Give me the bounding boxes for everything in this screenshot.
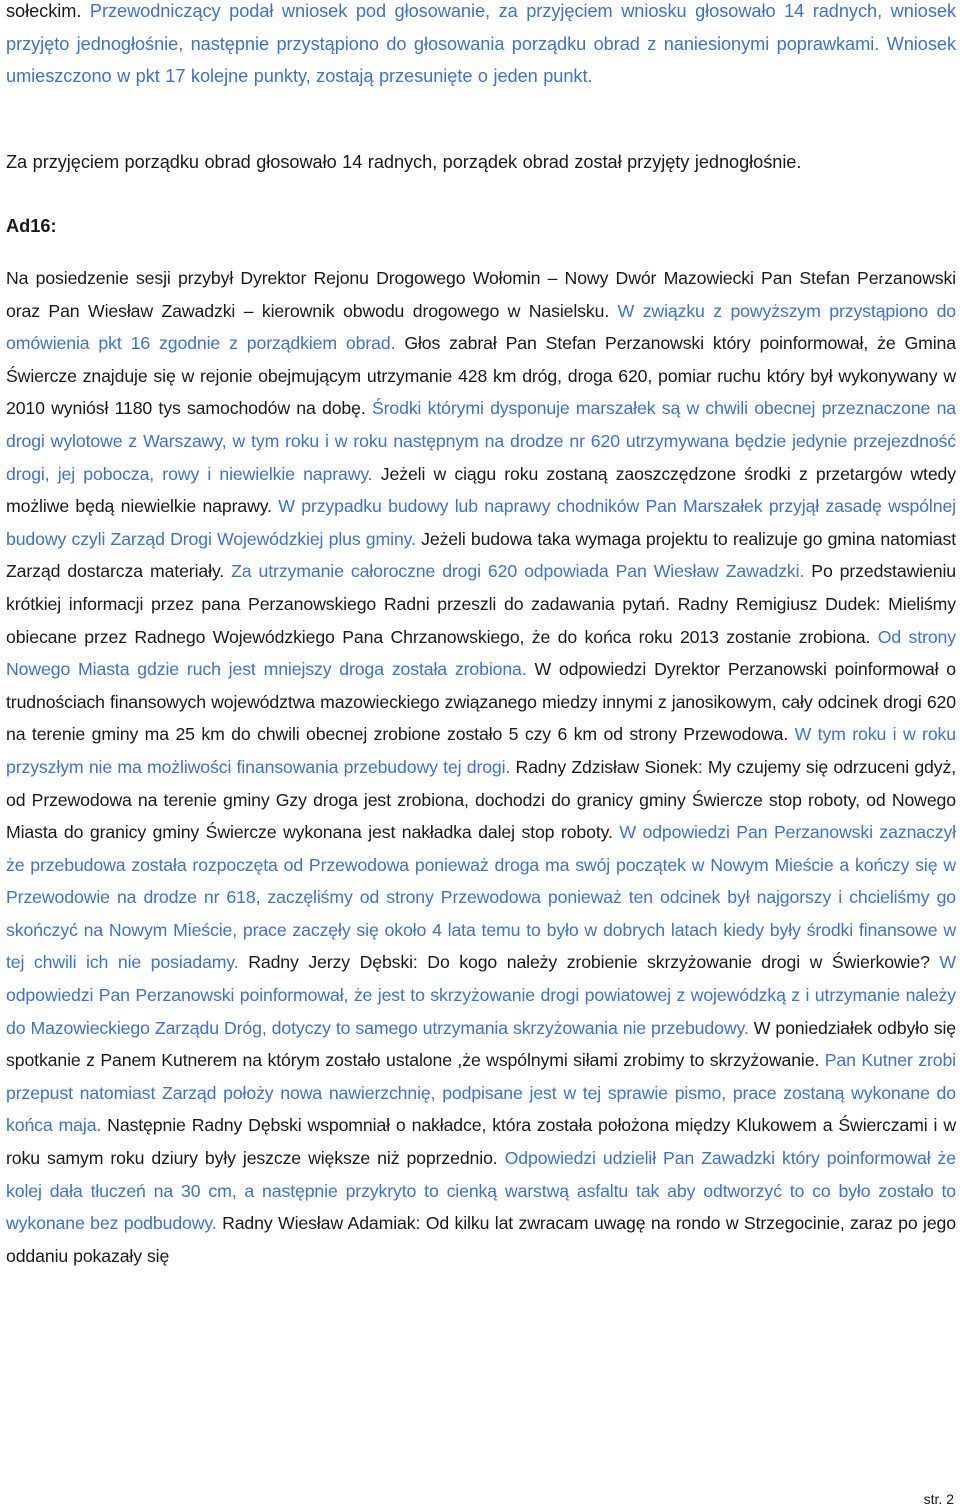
page-number: str. 2 xyxy=(923,1491,954,1507)
paragraph-lead-text: sołeckim. xyxy=(6,1,90,21)
sentence: Jeżeli budowa taka wymaga projektu to realizuje go gmina natomiast Zarząd dostarcza materiały. xyxy=(6,528,956,582)
sentence: W przypadku budowy lub naprawy chodników Pan Marszałek przyjął zasadę wspólnej budowy czyli Zarząd Drogi Wojewódzkiej plus gminy. xyxy=(6,496,956,549)
sentence: Środki którymi dysponuje marszałek są w chwili obecnej przeznaczone na drogi wylotowe z Warszawy, w tym roku i w roku następnym na drodze nr 620 utrzymywana będzie jedynie przejezdność drogi, jej pobocza, rowy i niewielkie naprawy. xyxy=(6,398,956,484)
section-heading-ad16: Ad16: xyxy=(6,216,57,236)
sentence: Radny Wiesław Adamiak: Od kilku lat zwracam uwagę na rondo w Strzegocinie, zaraz po jego oddaniu pokazały się xyxy=(6,1213,956,1266)
sentence: Radny Zdzisław Sionek: My czujemy się odrzuceni gdyż, od Przewodowa na terenie gminy Gzy droga jest zrobiona, dochodzi do granicy gminy Świercze stop roboty, od Nowego Miasta do granicy gminy Świercze wykonana jest nakładka dalej stop roboty. xyxy=(6,756,956,843)
sentence: W związku z powyższym przystąpiono do omówienia pkt 16 zgodnie z porządkiem obrad. xyxy=(6,300,957,354)
sentence: W tym roku i w roku przyszłym nie ma możliwości finansowania przebudowy tej drogi. xyxy=(6,724,956,777)
sentence: Jeżeli w ciągu roku zostaną zaoszczędzone środki z przetargów wtedy możliwe będą niewielkie naprawy. xyxy=(6,463,956,517)
sentence: Za utrzymanie całoroczne drogi 620 odpowiada Pan Wiesław Zawadzki. xyxy=(231,561,812,582)
sentence: W odpowiedzi Pan Perzanowski zaznaczył że przebudowa została rozpoczęta od Przewodowa ponieważ droga ma swój początek w Nowym Mieście a kończy się w Przewodowie na drodze nr 618, zaczęliśmy od strony Przewodowa ponieważ ten odcinek był najgorszy i chcieliśmy go skończyć na Nowym Mieście, prace zaczęły się około 4 lata temu to było w dobrych latach kiedy były środki finansowe w tej chwili ich nie posiadamy. xyxy=(6,822,956,973)
sentence: Pan Kutner zrobi przepust natomiast Zarząd położy nowa nawierzchnię, podpisane jest w tej sprawie pismo, prace zostaną wykonane do końca maja. xyxy=(6,1050,956,1136)
sentence: Od strony Nowego Miasta gdzie ruch jest mniejszy droga została zrobiona. xyxy=(6,626,956,680)
sentence: Odpowiedzi udzielił Pan Zawadzki który poinformował że kolej dała tłuczeń na 30 cm, a następnie przykryto to cienką warstwą asfaltu tak aby odtworzyć to co było zostało to wykonane bez podbudowy. xyxy=(6,1148,956,1234)
paragraph-highlighted-text: Przewodniczący podał wniosek pod głosowanie, za przyjęciem wniosku głosowało 14 radnych, wniosek przyjęto jednogłośnie, następnie przystąpiono do głosowania porządku obrad z naniesionymi poprawkami. Wniosek umieszczono w pkt 17 kolejne punkty, zostają przesunięte o jeden punkt. xyxy=(6,1,956,87)
sentence: Głos zabrał Pan Stefan Perzanowski który poinformował, że Gmina Świercze znajduje się w rejonie obejmującym utrzymanie 428 km dróg, droga 620, pomiar ruchu który był wykonywany w 2010 wyniósł 1180 tys samochodów na dobę. xyxy=(6,333,956,419)
sentence: W odpowiedzi Pan Perzanowski poinformował, że jest to skrzyżowanie drogi powiatowej z wojewódzką z i utrzymanie należy do Mazowieckiego Zarządu Dróg, dotyczy to samego utrzymania skrzyżowania nie przebudowy. xyxy=(6,952,956,1038)
sentence: Na posiedzenie sesji przybył Dyrektor Rejonu Drogowego Wołomin – Nowy Dwór Mazowiecki Pan Stefan Perzanowski oraz Pan Wiesław Zawadzki – kierownik obwodu drogowego w Nasielsku. xyxy=(6,268,956,321)
sentence: W poniedziałek odbyło się spotkanie z Panem Kutnerem na którym zostało ustalone ,że wspólnymi siłami zrobimy to skrzyżowanie. xyxy=(6,1017,957,1071)
sentence: Po przedstawieniu krótkiej informacji przez pana Perzanowskiego Radni przeszli do zadawania pytań. Radny Remigiusz Dudek: Mieliśmy obiecane przez Radnego Wojewódzkiego Pana Chrzanowskiego, że do końca roku 2013 zostanie zrobiona. xyxy=(6,561,956,647)
paragraph-road-discussion xyxy=(6,262,956,1272)
paragraph-agenda-accepted: Za przyjęciem porządku obrad głosowało 14 radnych, porządek obrad został przyjęty jednogłośnie. xyxy=(6,152,802,172)
sentence: W odpowiedzi Dyrektor Perzanowski poinformował o trudnościach finansowych województwa mazowieckiego związanego miedzy innymi z janosikowym, cały odcinek drogi 620 na terenie gminy ma 25 km do chwili obecnej zrobione zostało 5 czy 6 km od strony Przewodowa. xyxy=(6,659,956,745)
sentence: Następnie Radny Dębski wspomniał o nakładce, która została położona między Klukowem a Świerczami i w roku samym roku dziury były jeszcze większe niż poprzednio. xyxy=(6,1115,956,1169)
paragraph-resolution-vote xyxy=(6,0,956,93)
sentence: Radny Jerzy Dębski: Do kogo należy zrobienie skrzyżowanie drogi w Świerkowie? xyxy=(248,952,940,973)
